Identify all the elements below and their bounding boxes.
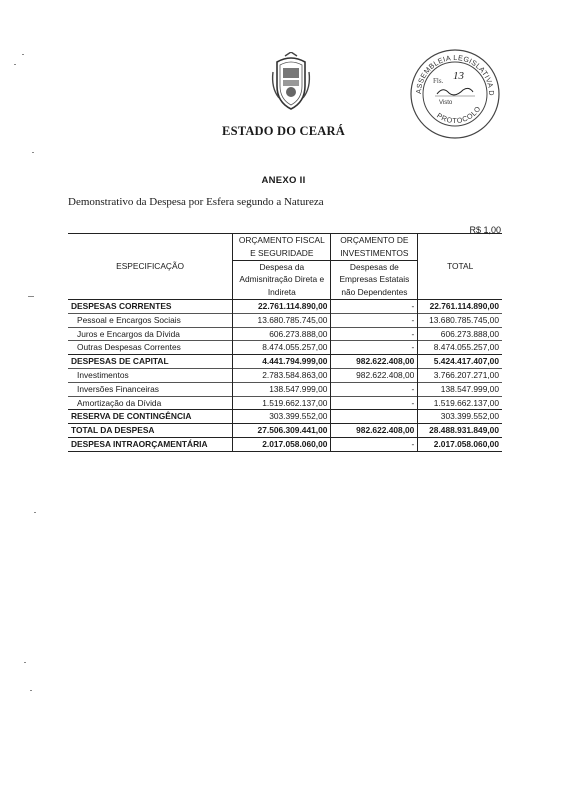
table-row: RESERVA DE CONTINGÊNCIA 303.399.552,00 303.399.552,00 [68, 410, 502, 424]
table-row: Pessoal e Encargos Sociais 13.680.785.745,00 - 13.680.785.745,00 [68, 313, 502, 327]
table-row: Investimentos 2.783.584.863,00 982.622.408,00 3.766.207.271,00 [68, 368, 502, 382]
state-coat-of-arms-icon [269, 52, 313, 112]
stamp-top-text: ASSEMBLEIA LEGISLATIVA D [413, 52, 497, 97]
stamp-fls-label: Fls. [433, 77, 444, 85]
table-row: Outras Despesas Correntes 8.474.055.257,00 - 8.474.055.257,00 [68, 341, 502, 355]
scan-speck [30, 690, 32, 691]
header-fiscal-title: ORÇAMENTO FISCAL E SEGURIDADE [233, 234, 331, 261]
stamp-page-number: 13 [453, 70, 464, 82]
header-investment-title: ORÇAMENTO DE INVESTIMENTOS [331, 234, 418, 261]
table-row: DESPESAS CORRENTES 22.761.114.890,00 - 22.761.114.890,00 [68, 299, 502, 313]
header-investment-sub: Despesas de Empresas Estatais não Dependentes [331, 260, 418, 299]
table-row: DESPESA INTRAORÇAMENTÁRIA 2.017.058.060,00 - 2.017.058.060,00 [68, 437, 502, 451]
svg-text:ASSEMBLEIA LEGISLATIVA DO CEAR [407, 46, 496, 96]
table-row: TOTAL DA DESPESA 27.506.309.441,00 982.622.408,00 28.488.931.849,00 [68, 424, 502, 438]
svg-text:PROTOCOLO [435, 104, 483, 125]
expense-table [68, 233, 502, 452]
document-subtitle: Demonstrativo da Despesa por Esfera segundo a Natureza [68, 196, 324, 208]
header-fiscal-sub: Despesa da Admisnitração Direta e Indireta [233, 260, 331, 299]
scan-speck [32, 152, 34, 153]
scan-speck [24, 662, 26, 663]
table-row: Juros e Encargos da Dívida 606.273.888,00 - 606.273.888,00 [68, 327, 502, 341]
table-header-row-1 [68, 234, 502, 261]
table-row: DESPESAS DE CAPITAL 4.441.794.999,00 982.622.408,00 5.424.417.407,00 [68, 355, 502, 369]
header-total: TOTAL [418, 234, 502, 300]
handwritten-signature-icon [437, 88, 473, 95]
stamp-bottom-text: PROTOCOLO [435, 104, 483, 126]
scan-speck [28, 296, 34, 297]
scan-speck [22, 54, 24, 55]
state-title: ESTADO DO CEARÁ [222, 124, 345, 138]
stamp-visto-label: Visto [439, 100, 453, 106]
annex-title: ANEXO II [261, 175, 306, 186]
table-row: Amortização da Dívida 1.519.662.137,00 - 1.519.662.137,00 [68, 396, 502, 410]
table-row: Inversões Financeiras 138.547.999,00 - 138.547.999,00 [68, 382, 502, 396]
scan-speck [14, 64, 16, 65]
header-specification: ESPECIFICAÇÃO [68, 234, 233, 300]
scan-speck [34, 512, 36, 513]
currency-unit: R$ 1,00 [469, 225, 501, 235]
